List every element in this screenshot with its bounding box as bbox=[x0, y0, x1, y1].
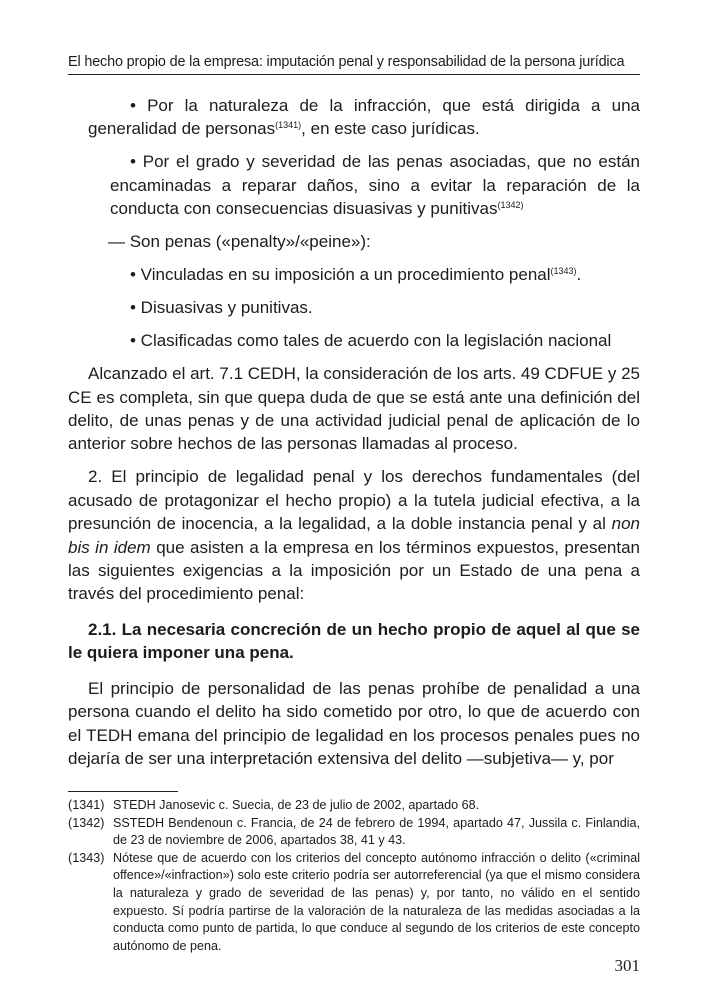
footnote-text: Nótese que de acuerdo con los criterios del concepto autónomo infracción o delito («criminal offence»/«infraction») solo este criterio podría ser autorreferencial (ya que el mismo considera la naturaleza y grado de severidad de las penas) y, por tanto, no válido en el sentido expuesto. Sí podría partirse de la valoración de la naturaleza de las medidas asociadas a la conducta como punto de partida, lo que conduce al segundo de los criterios de este concepto autónomo de pena. bbox=[113, 850, 640, 953]
footnote-1341 bbox=[68, 797, 640, 815]
footnote-ref-1342[interactable]: (1342) bbox=[497, 200, 524, 211]
paragraph-text-tail: que asisten a la empresa en los términos expuestos, presentan las siguientes exigencias a la imposición por un Estado de una pena a través del procedimiento penal: bbox=[68, 537, 640, 604]
bullet-text: • Por la naturaleza de la infracción, que está dirigida a una generalidad de personas bbox=[88, 96, 640, 139]
footnote-1342 bbox=[68, 815, 640, 850]
bullet-severity-of-penalties bbox=[110, 150, 640, 220]
footnote-text: STEDH Janosevic c. Suecia, de 23 de julio de 2002, apartado 68. bbox=[113, 798, 480, 812]
footnote-ref-1341[interactable]: (1341) bbox=[275, 120, 302, 131]
footnote-number: (1343) bbox=[68, 850, 105, 865]
footnote-number: (1342) bbox=[68, 815, 105, 830]
bullet-dissuasive: • Disuasivas y punitivas. bbox=[130, 298, 313, 318]
bullet-classified: • Clasificadas como tales de acuerdo con la legislación nacional bbox=[130, 331, 612, 351]
section-heading-2-1: 2.1. La necesaria concreción de un hecho propio de aquel al que se le quiera imponer una pena. bbox=[68, 619, 640, 663]
footnote-rule bbox=[68, 791, 178, 792]
paragraph-personality-of-penalties: El principio de personalidad de las penas prohíbe de penalidad a una persona cuando el delito ha sido cometido por otro, lo que de acuerdo con el TEDH emana del principio de legalidad en los procesos penales pues no dejaría de ser una interpretación extensiva del delito —subjetiva— y, por bbox=[68, 678, 640, 768]
bullet-text-tail: , en este caso jurídicas. bbox=[301, 119, 480, 139]
footnotes bbox=[68, 797, 640, 955]
footnote-1343 bbox=[68, 850, 640, 956]
bullet-text: • Vinculadas en su imposición a un procedimiento penal bbox=[130, 265, 551, 285]
paragraph-text: 2. El principio de legalidad penal y los derechos fundamentales (del acusado de protagonizar el hecho propio) a la tutela judicial efectiva, a la presunción de inocencia, a la legalidad, a la doble instancia penal y al bbox=[68, 467, 640, 534]
paragraph-principle-legality bbox=[68, 465, 640, 605]
latin-term: non bis in idem bbox=[68, 514, 640, 557]
bullet-nature-of-offence bbox=[88, 94, 640, 141]
footnote-text: SSTEDH Bendenoun c. Francia, de 24 de febrero de 1994, apartado 47, Jussila c. Finlandia, de 23 de noviembre de 2006, apartados 38, 41 y 43. bbox=[113, 815, 640, 848]
footnote-number: (1341) bbox=[68, 798, 105, 812]
header-rule bbox=[68, 74, 640, 75]
page-number: 301 bbox=[614, 956, 640, 975]
main-text bbox=[68, 94, 640, 780]
footnote-ref-1343[interactable]: (1343) bbox=[550, 266, 577, 277]
paragraph-art-7-1: Alcanzado el art. 7.1 CEDH, la consideración de los arts. 49 CDFUE y 25 CE es completa, sin que quepa duda de que se está ante una definición del delito, de unas penas y de una actividad judicial penal de aplicación de lo anterior sobre hechos de las personas llamadas al proceso. bbox=[68, 364, 640, 454]
bullet-linked-procedure bbox=[130, 263, 640, 286]
bullet-text-tail: . bbox=[576, 265, 582, 285]
dash-item-penalties: — Son penas («penalty»/«peine»): bbox=[108, 232, 371, 252]
bullet-text: • Por el grado y severidad de las penas asociadas, que no están encaminadas a reparar daños, sino a evitar la reparación de la conducta con consecuencias disuasivas y punitivas bbox=[110, 152, 640, 219]
running-head: El hecho propio de la empresa: imputación penal y responsabilidad de la persona jurídica bbox=[68, 54, 625, 70]
